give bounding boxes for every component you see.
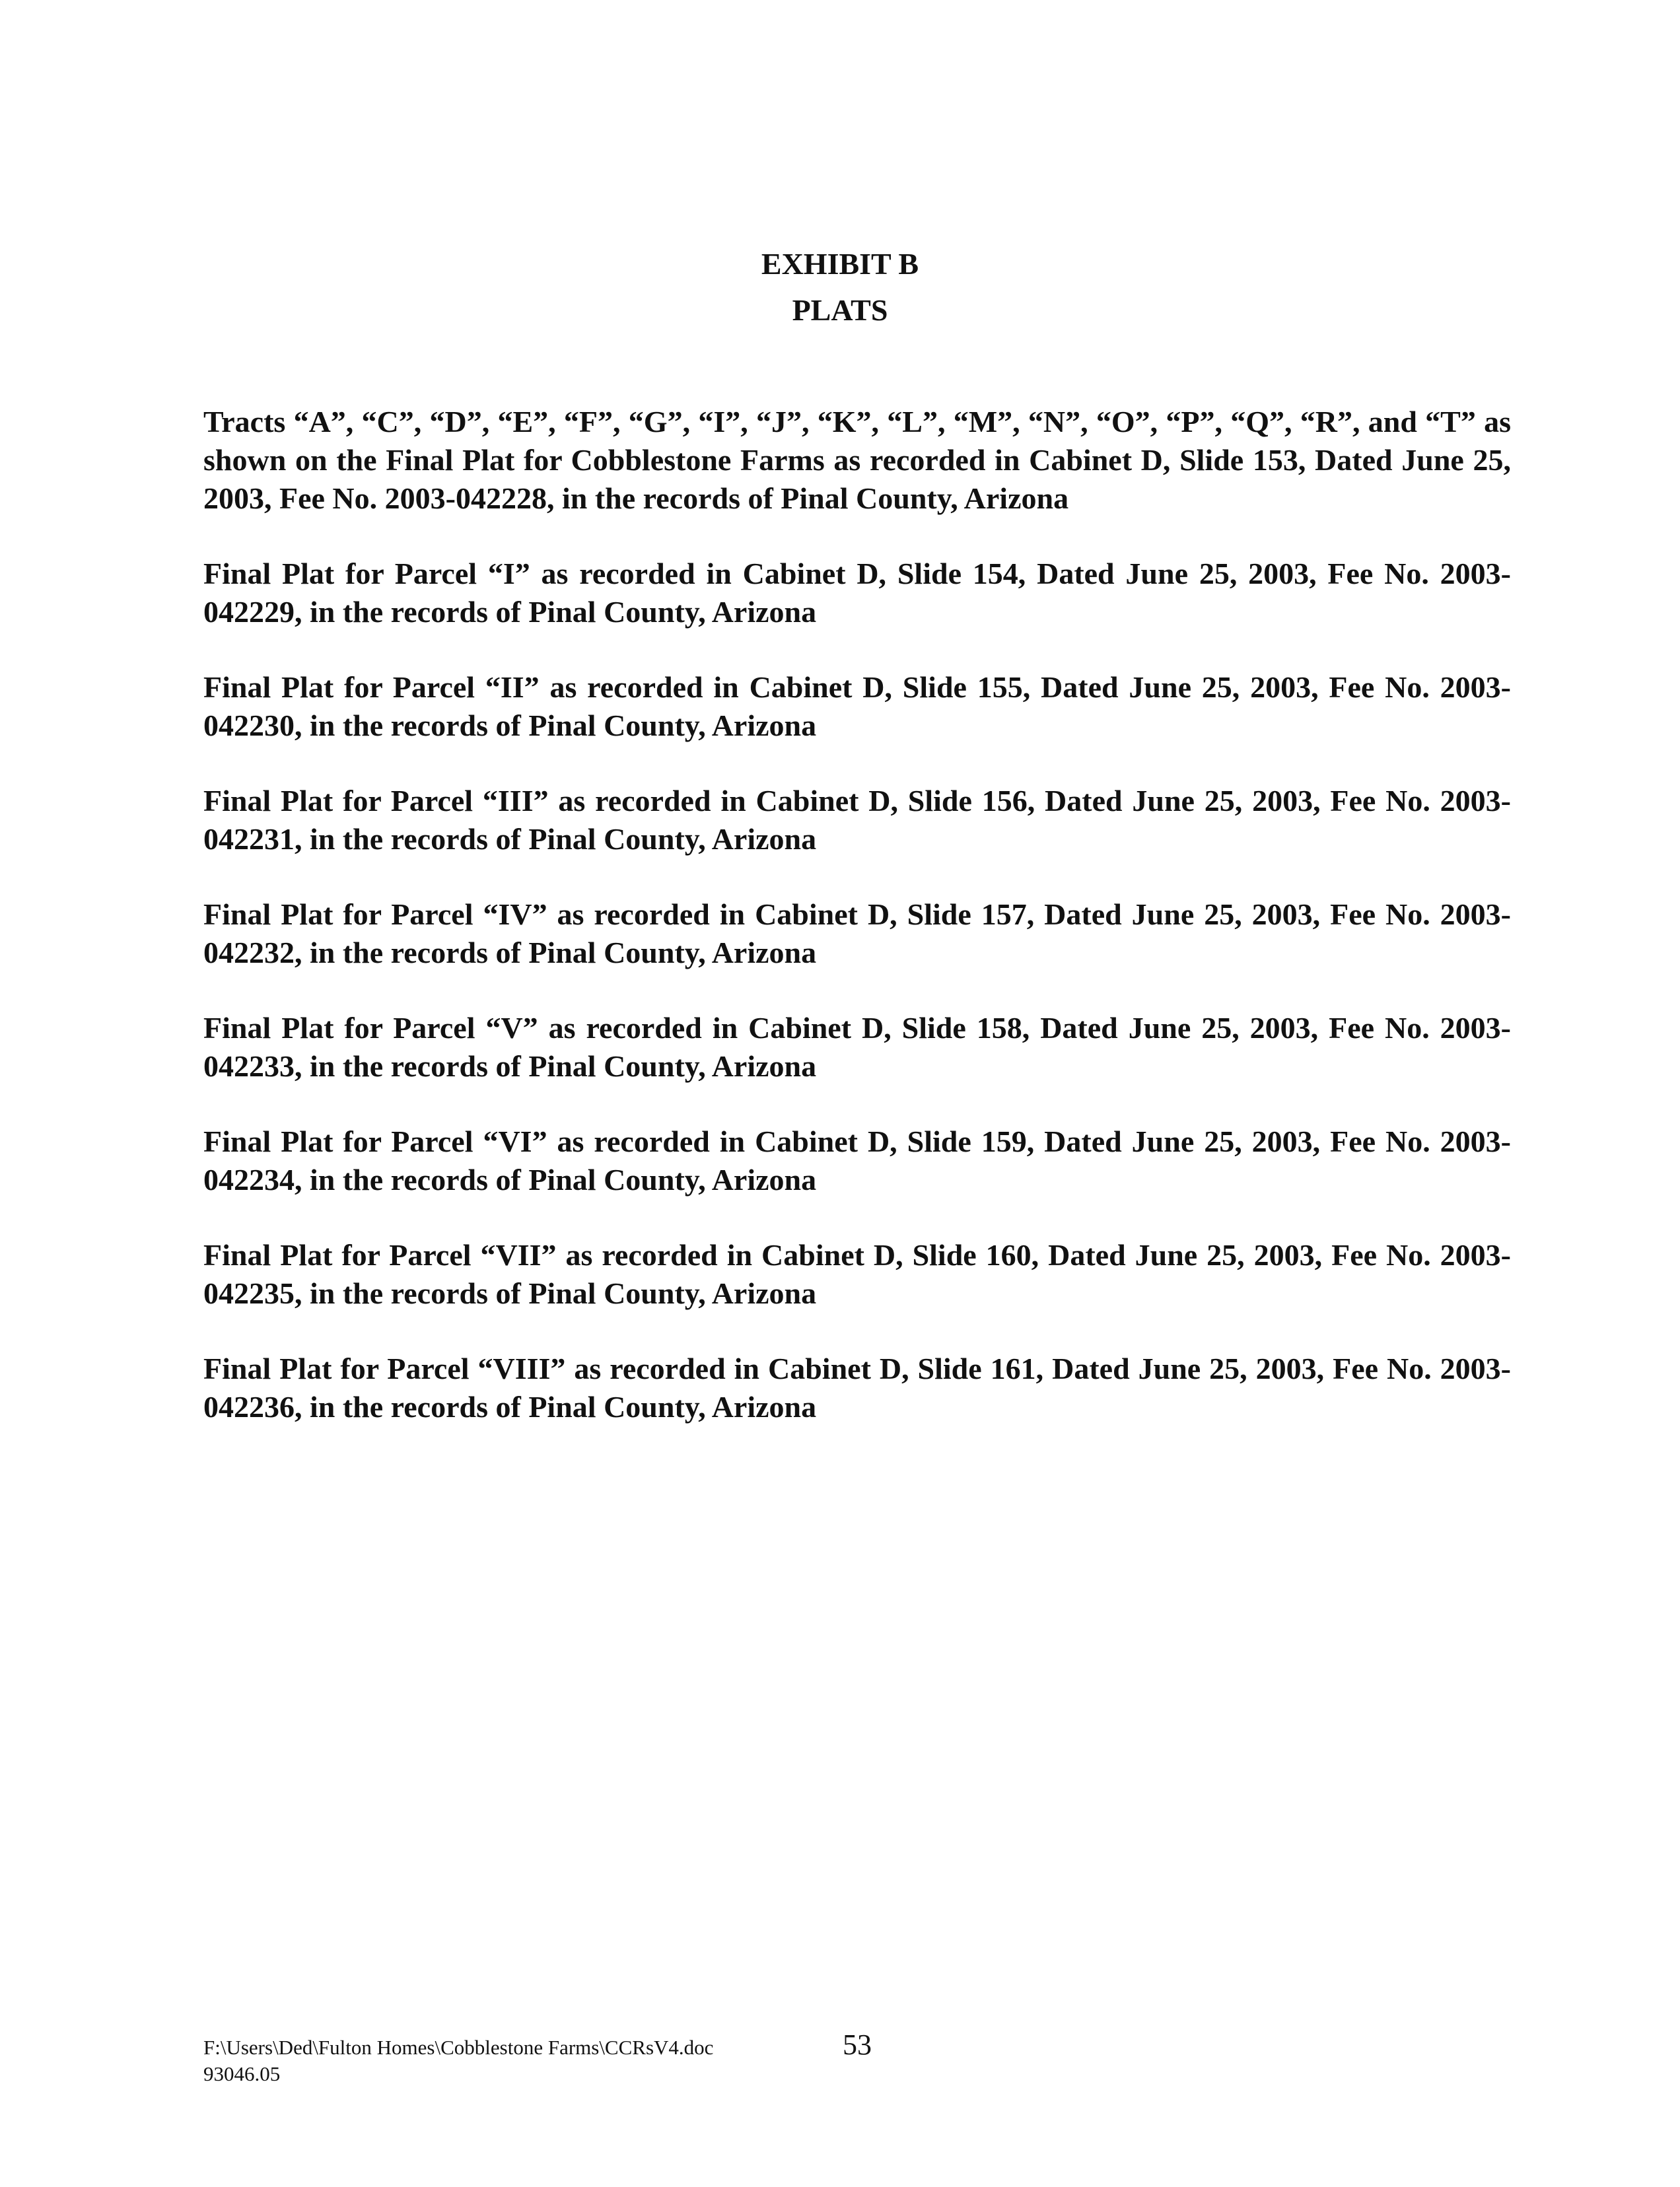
footer-doc-number: 93046.05 xyxy=(203,2062,281,2085)
plat-entry-parcel-vi: Final Plat for Parcel “VI” as recorded in Cabinet D, Slide 159, Dated June 25, 2003, Fee No. 2003-042234, in the records of Pinal County, Arizona xyxy=(203,1125,1511,1197)
plat-entry-parcel-iv: Final Plat for Parcel “IV” as recorded in Cabinet D, Slide 157, Dated June 25, 2003, Fee No. 2003-042232, in the records of Pinal County, Arizona xyxy=(203,897,1511,969)
plat-entry-parcel-viii: Final Plat for Parcel “VIII” as recorded in Cabinet D, Slide 161, Dated June 25, 2003, Fee No. 2003-042236, in the records of Pinal County, Arizona xyxy=(203,1352,1511,1424)
page-number: 53 xyxy=(843,2029,872,2061)
plat-entry-parcel-v: Final Plat for Parcel “V” as recorded in Cabinet D, Slide 158, Dated June 25, 2003, Fee No. 2003-042233, in the records of Pinal County, Arizona xyxy=(203,1011,1511,1083)
exhibit-title: EXHIBIT B xyxy=(761,247,919,281)
plat-entry-parcel-ii: Final Plat for Parcel “II” as recorded in Cabinet D, Slide 155, Dated June 25, 2003, Fee No. 2003-042230, in the records of Pinal County, Arizona xyxy=(203,670,1511,742)
exhibit-subtitle: PLATS xyxy=(792,293,888,327)
plats-list xyxy=(203,403,1511,1463)
footer-file-path: F:\Users\Ded\Fulton Homes\Cobblestone Farms\CCRsV4.doc xyxy=(203,2036,714,2059)
plat-entry-tracts: Tracts “A”, “C”, “D”, “E”, “F”, “G”, “I”, “J”, “K”, “L”, “M”, “N”, “O”, “P”, “Q”, “R”, and “T” as shown on the Final Plat for Cobblestone Farms as recorded in Cabinet D, Slide 153, Dated June 25, 2003, Fee No. 2003-042228, in the records of Pinal County, Arizona xyxy=(203,405,1511,515)
plat-entry-parcel-i: Final Plat for Parcel “I” as recorded in Cabinet D, Slide 154, Dated June 25, 2003, Fee No. 2003-042229, in the records of Pinal County, Arizona xyxy=(203,557,1511,629)
plat-entry-parcel-iii: Final Plat for Parcel “III” as recorded in Cabinet D, Slide 156, Dated June 25, 2003, Fee No. 2003-042231, in the records of Pinal County, Arizona xyxy=(203,784,1511,856)
plat-entry-parcel-vii: Final Plat for Parcel “VII” as recorded in Cabinet D, Slide 160, Dated June 25, 2003, Fee No. 2003-042235, in the records of Pinal County, Arizona xyxy=(203,1238,1511,1310)
